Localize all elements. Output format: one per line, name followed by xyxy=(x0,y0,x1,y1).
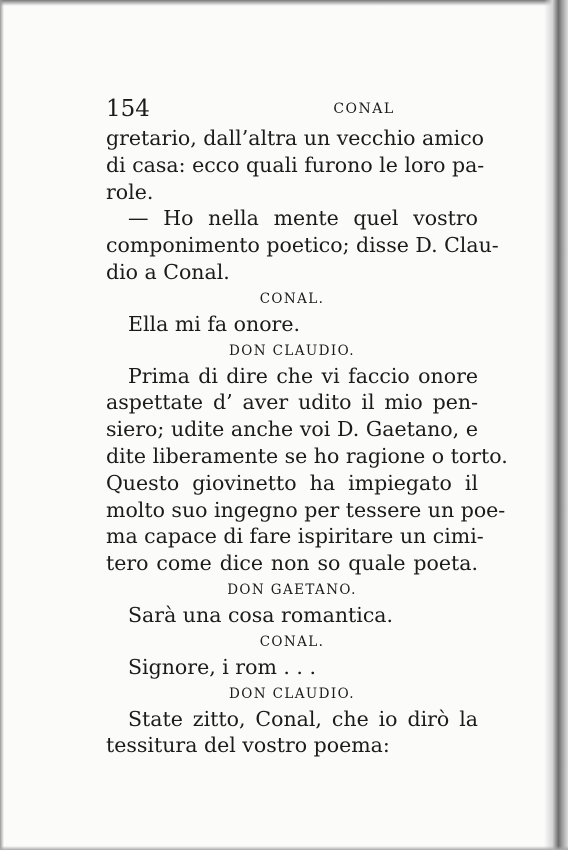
text-line: Sarà una cosa romantica. xyxy=(128,602,394,627)
text-line: molto suo ingegno per tessere un poe- xyxy=(106,497,506,522)
speaker-label: DON GAETANO. xyxy=(227,581,357,598)
text-line: gretario, dall’altra un vecchio amico xyxy=(106,126,485,150)
text-line: Signore, i rom . . . xyxy=(128,654,316,679)
text-line: dite liberamente se ho ragione o torto. xyxy=(106,443,508,468)
text-line: Questo giovinetto ha impiegato il xyxy=(106,470,478,495)
speaker-label: DON CLAUDIO. xyxy=(229,342,355,359)
text-line: ma capace di fare ispiritare un cimi- xyxy=(106,524,484,549)
page-number: 154 xyxy=(106,96,150,122)
page-left-edge xyxy=(0,0,4,850)
text-line: Ella mi fa onore. xyxy=(128,311,300,336)
page-binding-edge xyxy=(544,0,568,850)
text-line: State zitto, Conal, che io dirò la xyxy=(128,706,478,731)
speaker-label: DON CLAUDIO. xyxy=(229,685,355,702)
text-line: tero come dice non so quale poeta. xyxy=(106,551,478,576)
text-line: dio a Conal. xyxy=(106,259,230,284)
speaker-label: CONAL. xyxy=(259,290,325,307)
page-header xyxy=(106,94,478,124)
text-line: tessitura del vostro poema: xyxy=(106,733,390,758)
speaker-label: CONAL. xyxy=(259,633,325,650)
text-line: di casa: ecco quali furono le loro pa- xyxy=(106,152,485,177)
page-top-edge xyxy=(0,0,568,6)
running-head: CONAL xyxy=(333,101,395,117)
text-line: siero; udite anche voi D. Gaetano, e xyxy=(106,417,478,442)
text-line: componimento poetico; disse D. Clau- xyxy=(106,233,499,258)
text-line: — Ho nella mente quel vostro xyxy=(128,206,478,231)
text-line: role. xyxy=(106,179,154,204)
text-line: Prima di dire che vi faccio onore xyxy=(128,363,478,388)
page-body xyxy=(106,125,508,759)
page-bottom-edge xyxy=(0,846,568,850)
text-line: aspettate d’ aver udito il mio pen- xyxy=(106,390,478,415)
